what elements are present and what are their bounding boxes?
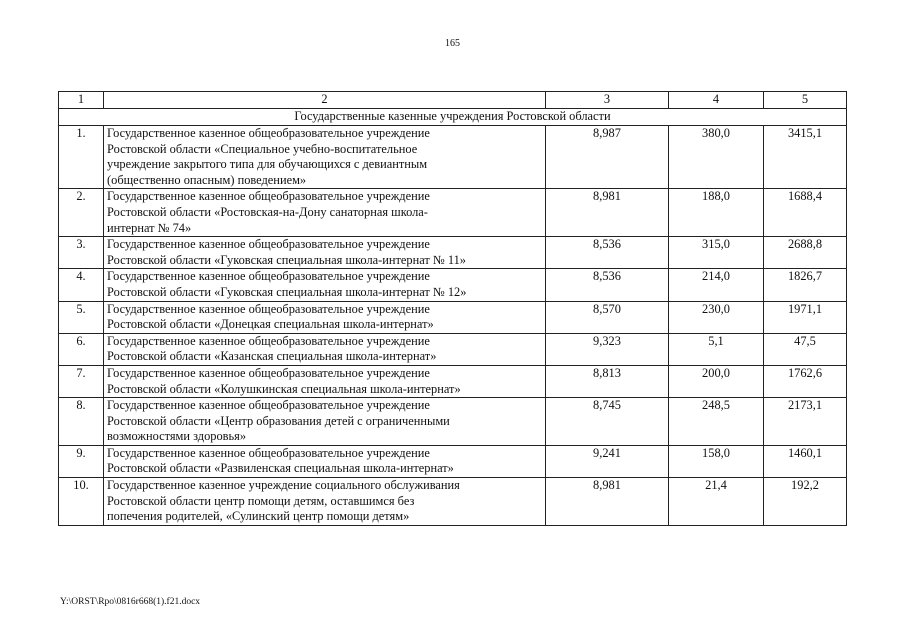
institution-name-line: интернат № 74» bbox=[107, 220, 192, 235]
institution-name-line: (общественно опасным) поведением» bbox=[107, 172, 307, 187]
value-col-3: 8,536 bbox=[546, 269, 669, 301]
section-row bbox=[59, 109, 847, 126]
value-col-3: 8,981 bbox=[546, 189, 669, 237]
table-row bbox=[59, 478, 847, 526]
institution-name-line: Государственное казенное общеобразовательное учреждение bbox=[107, 237, 430, 252]
institution-name bbox=[104, 365, 546, 397]
row-number: 2. bbox=[59, 189, 104, 237]
value-col-4: 188,0 bbox=[669, 189, 764, 237]
table-row bbox=[59, 126, 847, 189]
value-col-5: 1460,1 bbox=[764, 445, 847, 477]
institution-name-line: Государственное казенное общеобразовательное учреждение bbox=[107, 445, 430, 460]
value-col-4: 315,0 bbox=[669, 237, 764, 269]
file-path-footer: Y:\ORST\Rpo\0816r668(1).f21.docx bbox=[60, 597, 201, 607]
row-number: 3. bbox=[59, 237, 104, 269]
value-col-5: 192,2 bbox=[764, 478, 847, 526]
value-col-5: 2688,8 bbox=[764, 237, 847, 269]
value-col-3: 8,536 bbox=[546, 237, 669, 269]
institution-name bbox=[104, 445, 546, 477]
value-col-3: 8,745 bbox=[546, 398, 669, 446]
value-col-5: 47,5 bbox=[764, 333, 847, 365]
institution-name bbox=[104, 478, 546, 526]
row-number: 1. bbox=[59, 126, 104, 189]
column-header: 2 bbox=[104, 92, 546, 109]
institution-name-line: Ростовской области «Специальное учебно-воспитательное bbox=[107, 141, 418, 156]
institution-name bbox=[104, 301, 546, 333]
institution-name-line: Ростовской области центр помощи детям, оставшимся без bbox=[107, 493, 415, 508]
institution-name bbox=[104, 398, 546, 446]
column-header: 4 bbox=[669, 92, 764, 109]
table-row bbox=[59, 365, 847, 397]
value-col-3: 8,981 bbox=[546, 478, 669, 526]
institution-name-line: Ростовской области «Колушкинская специальная школа-интернат» bbox=[107, 381, 461, 396]
table-row bbox=[59, 398, 847, 446]
institution-name-line: Государственное казенное учреждение социального обслуживания bbox=[107, 478, 460, 493]
value-col-5: 1688,4 bbox=[764, 189, 847, 237]
table-row bbox=[59, 445, 847, 477]
institution-name bbox=[104, 269, 546, 301]
column-number-row bbox=[59, 92, 847, 109]
institution-name-line: Ростовской области «Ростовская-на-Дону санаторная школа- bbox=[107, 204, 428, 219]
page-number: 165 bbox=[445, 38, 460, 49]
institution-name-line: Ростовской области «Гуковская специальная школа-интернат № 12» bbox=[107, 284, 467, 299]
institution-name bbox=[104, 333, 546, 365]
value-col-5: 2173,1 bbox=[764, 398, 847, 446]
institution-name bbox=[104, 126, 546, 189]
section-title: Государственные казенные учреждения Ростовской области bbox=[59, 109, 847, 126]
value-col-5: 1971,1 bbox=[764, 301, 847, 333]
row-number: 6. bbox=[59, 333, 104, 365]
institution-name-line: учреждение закрытого типа для обучающихся с девиантным bbox=[107, 157, 428, 172]
value-col-5: 1762,6 bbox=[764, 365, 847, 397]
value-col-4: 21,4 bbox=[669, 478, 764, 526]
institution-name-line: Государственное казенное общеобразовательное учреждение bbox=[107, 333, 430, 348]
table-row bbox=[59, 189, 847, 237]
column-header: 3 bbox=[546, 92, 669, 109]
column-header: 5 bbox=[764, 92, 847, 109]
table-row bbox=[59, 269, 847, 301]
value-col-3: 9,241 bbox=[546, 445, 669, 477]
row-number: 9. bbox=[59, 445, 104, 477]
row-number: 5. bbox=[59, 301, 104, 333]
table-row bbox=[59, 333, 847, 365]
value-col-4: 230,0 bbox=[669, 301, 764, 333]
institution-name-line: попечения родителей, «Сулинский центр помощи детям» bbox=[107, 509, 410, 524]
data-table bbox=[58, 91, 847, 526]
institution-name-line: Ростовской области «Центр образования детей с ограниченными bbox=[107, 413, 450, 428]
institution-name-line: Ростовской области «Казанская специальная школа-интернат» bbox=[107, 349, 437, 364]
value-col-5: 1826,7 bbox=[764, 269, 847, 301]
value-col-3: 8,987 bbox=[546, 126, 669, 189]
value-col-3: 9,323 bbox=[546, 333, 669, 365]
institution-name-line: Государственное казенное общеобразовательное учреждение bbox=[107, 269, 430, 284]
value-col-5: 3415,1 bbox=[764, 126, 847, 189]
institution-name-line: Государственное казенное общеобразовательное учреждение bbox=[107, 189, 430, 204]
institution-name bbox=[104, 237, 546, 269]
institution-name-line: Государственное казенное общеобразовательное учреждение bbox=[107, 365, 430, 380]
row-number: 10. bbox=[59, 478, 104, 526]
column-header: 1 bbox=[59, 92, 104, 109]
value-col-3: 8,813 bbox=[546, 365, 669, 397]
institution-name bbox=[104, 189, 546, 237]
institution-name-line: Государственное казенное общеобразовательное учреждение bbox=[107, 126, 430, 140]
table-row bbox=[59, 301, 847, 333]
value-col-4: 200,0 bbox=[669, 365, 764, 397]
institution-name-line: возможностями здоровья» bbox=[107, 429, 247, 444]
value-col-4: 158,0 bbox=[669, 445, 764, 477]
table-row bbox=[59, 237, 847, 269]
value-col-4: 214,0 bbox=[669, 269, 764, 301]
value-col-4: 5,1 bbox=[669, 333, 764, 365]
institution-name-line: Ростовской области «Гуковская специальная школа-интернат № 11» bbox=[107, 252, 466, 267]
institution-name-line: Ростовской области «Развиленская специальная школа-интернат» bbox=[107, 461, 454, 476]
row-number: 7. bbox=[59, 365, 104, 397]
value-col-4: 248,5 bbox=[669, 398, 764, 446]
institution-name-line: Ростовской области «Донецкая специальная школа-интернат» bbox=[107, 317, 434, 332]
row-number: 8. bbox=[59, 398, 104, 446]
row-number: 4. bbox=[59, 269, 104, 301]
value-col-4: 380,0 bbox=[669, 126, 764, 189]
table-body bbox=[59, 92, 847, 526]
value-col-3: 8,570 bbox=[546, 301, 669, 333]
institution-name-line: Государственное казенное общеобразовательное учреждение bbox=[107, 398, 430, 413]
institution-name-line: Государственное казенное общеобразовательное учреждение bbox=[107, 301, 430, 316]
